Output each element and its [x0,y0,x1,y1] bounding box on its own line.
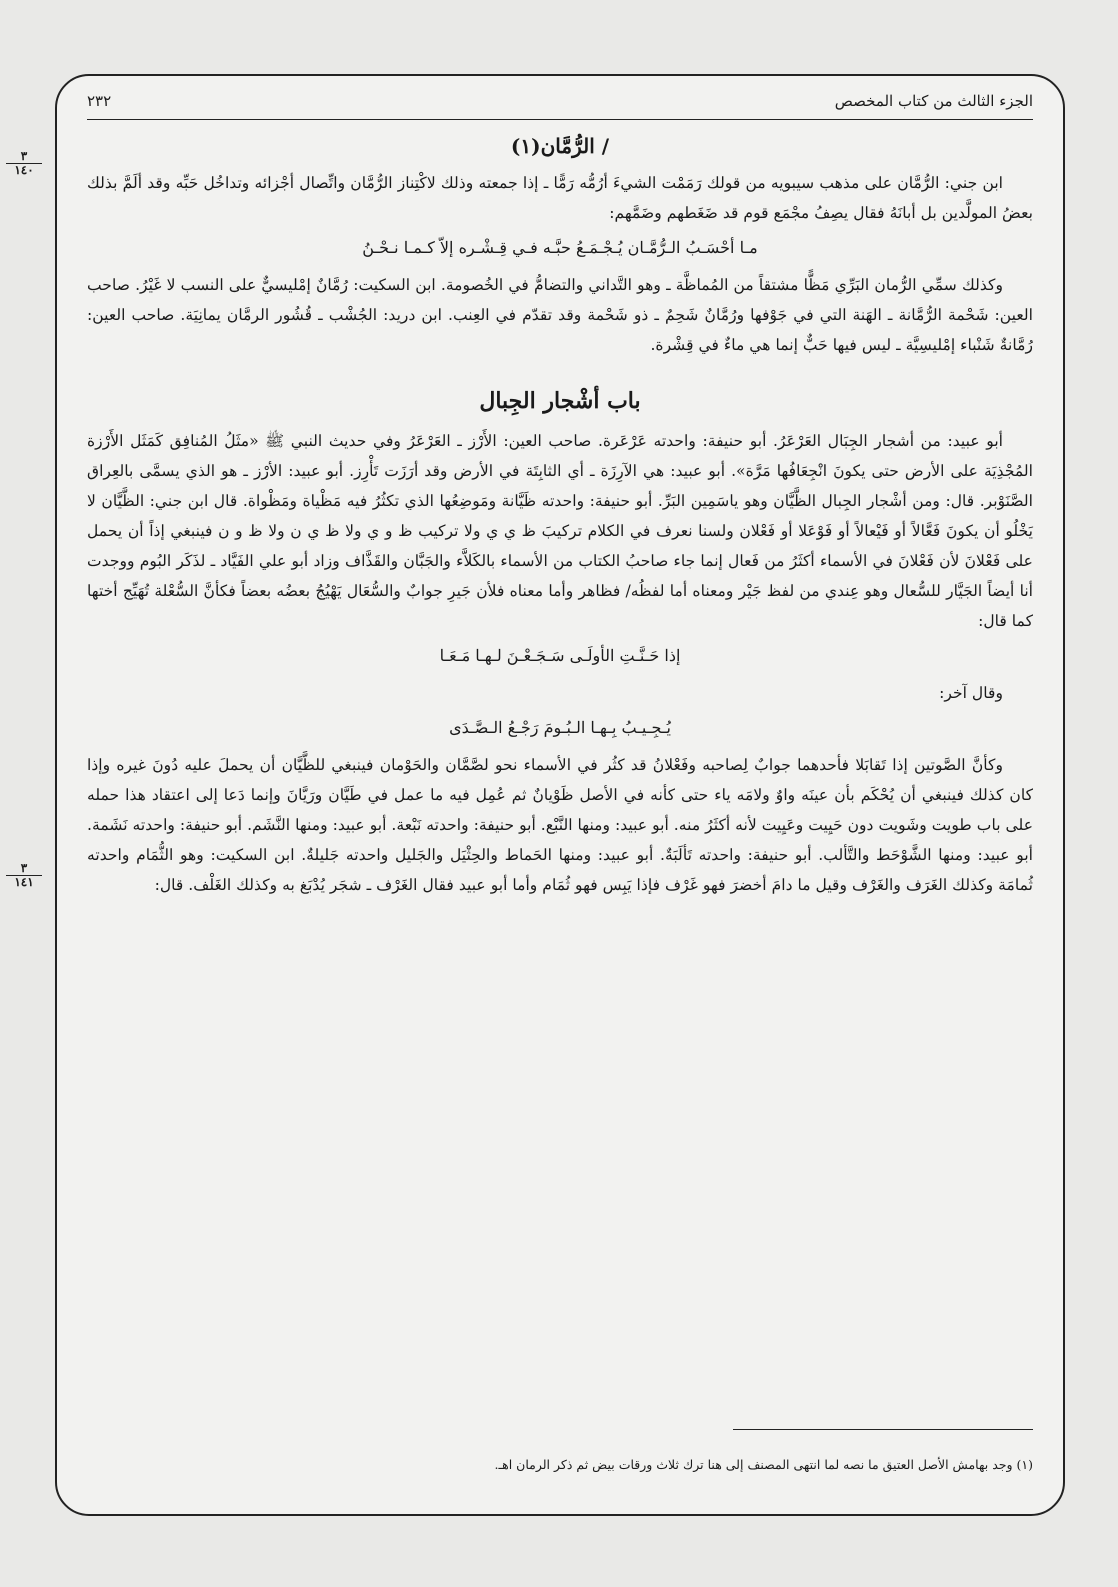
margin-ref-page: ١٤٠ [14,163,34,177]
page-number: ٢٣٢ [87,92,112,110]
footnote: (١) وجد بهامش الأصل العتيق ما نصه لما انتهى المصنف إلى هنا ترك ثلاث ورقات بيض ثم ذكر الرمان اهـ. [494,1457,1033,1472]
section-title-pomegranate: / الرُّمَّان(١) [510,134,610,158]
paragraph: وكذلك سمِّي الرُّمان البَرِّي مَظًّا مشتقاً من المُماظَّة ـ وهو التَّداني والتضامُّ في الخُصومة. ابن السكيت: رُمَّانٌ إمْليسيٌّ على النسب لا غَيْرُ. صاحب العين: شَحْمة الرُّمَّانة ـ الهَنة التي في جَوْفها ورُمَّانٌ شَحِمٌ ـ ذو شَحْمة وقد تقدّم في العِنب. ابن دريد: الجُشْب ـ قُشُور الرمَّان يمانِيَة. صاحب العين: رُمَّانةٌ شَنْباء إمْليسِيَّة ـ ليس فيها حَبٌّ إنما هي ماءٌ في قِشْرة. [87,276,1033,354]
margin-ref-page: ١٤١ [14,875,34,889]
paragraph: وكأنَّ الصَّوتين إذا تَقابَلا فأحدهما جوابٌ لِصاحبه وفَعْلانُ قد كثُر في الأسماء نحو لصَّمَّان والحَوْمان فينبغي للظَّيَّان أن يحملَ عليه دُونَ غيره وإذا كان كذلك فينبغي أن يُحْكَم بأن عينَه واوٌ ولامَه ياء حتى كأنه في الأصل ظَوْيانٌ ثم عُمِل فيه ما عمل في طَيَّان ورَيَّانَ وإنما دَعا إلى اعتقاد هذا حمله على باب طويت وشَويت دون حَيِيت وعَيِيت لأنه أكثَرُ منه. أبو عبيد: ومنها النَّبْع. أبو حنيفة: واحدته نَبْعة. أبو عبيد: ومنها النَّشَم. أبو حنيفة: واحدته نَشَمة. أبو عبيد: ومنها الشَّوْحَط والتَّألب. أبو حنيفة: واحدته تَألَبَةٌ. أبو عبيد: ومنها الحَماط والحِثْيَل والجَليل واحدته جَليلةٌ. ابن السكيت: وهو الثُّمَام واحدته ثُمامَة وكذلك الغَرَف والغَرْف وقيل ما دامَ أخضرَ فهو غَرْف فإذا يَبِس فهو ثُمَام وأما أبو عبيد فقال الغَرْف ـ شجَر يُدْبَغ به وكذلك الغَلْف. قال: [87,756,1034,894]
section-title-mountain-trees: باب أشْجار الجِبال [479,388,641,414]
verse: يُـجِـيـبُ بِـهـا الـبُـومَ رَجْـعُ الـصَّـدَى [449,718,671,737]
paragraph: ابن جني: الرُّمَّان على مذهب سيبويه من قولك رَمَمْت الشيءَ أرُمُّه رَمًّا ـ إذا جمعته وذلك لاكْتِناز الرُّمَّان واتِّصال أجْزائه وتداخُل حَبِّه وقد ألَمَّ بذلك بعضُ المولَّدين بل أبانَهُ فقال يصِفُ مجْمَع قوم قد ضَغَطهم وضَمَّهم: [87,174,1033,222]
page-frame [55,74,1065,1516]
quote-intro: وقال آخر: [939,684,1003,702]
footnote-divider [733,1429,1033,1430]
page-body [87,86,1033,1494]
verse: مـا أحْسَـبُ الـرُّمَّـان يُـجْـمَـعُ حبَّـه فـي قِـشْـره إلاّ كـمـا نـحْـنُ [362,238,758,257]
margin-page-ref [6,150,42,177]
paragraph: أبو عبيد: من أشجار الجِبَال العَرْعَرُ. أبو حنيفة: واحدته عَرْعَرة. صاحب العين: الأَرْز ـ العَرْعَرُ وفي حديث النبي ﷺ «مثَلُ المُنافِق كَمَثَل الأَرْزة المُجْذِيَة على الأرض حتى يكونَ انْجِعَافُها مَرَّة». أبو عبيد: هي الآرِزَة ـ أي الثابِتَة في الأرض وقد أرَزَت تَأْرِز. أبو عبيد: الأرْز ـ هو الذي يسمَّى بالعِراق الصَّنَوْبر. قال: ومن أشْجار الجِبال الظَّيَّان وهو ياسَمِين البَرِّ. أبو حنيفة: واحدته ظَيَّانة ومَوضِعُها الذي تكثُرُ فيه مَظْياة ومَظْواة. قال ابن جني: الظَّيَّان لا يَخْلُو أن يكونَ فَعَّالاً أو فَيْعالاً أو فَوْعَلا أو فَعْلان ولسنا نعرف في الكلام تركيبَ ظ ي ي ولا تركيب ظ و ي ولا ظ ي ن ولا ظ و ن فينبغي إذاً أن يحمل على فَعْلانَ لأن فَعْلانَ في الأسماء أكثَرُ من فَعال إنما جاء صاحبُ الكتاب من الأسماء بالكَلاَّء والجَبَّان والقَذَّاف وزاد أبو علي الفَيَّاد ـ لذَكَر البُوم ووجدت أنا أيضاً الجَيَّار للسُّعال وهو عِندي من لفظ جَيْر ومعناه أما لفظُه/ فظاهر وأما معناه فلأن جَيرِ جوابٌ والسُّعَال يَهْيُجُ بعضُه بعضاً فكأنَّ السُّعْلة تُهَيِّج أختها كما قال: [87,432,1033,630]
margin-ref-volume: ٣ [6,862,42,876]
running-title: الجزء الثالث من كتاب المخصص [834,92,1033,110]
margin-page-ref [6,862,42,889]
margin-ref-volume: ٣ [6,150,42,164]
page-header [87,86,1033,120]
verse: إذا حَـنَّـتِ الأولَـى سَـجَـعْـنَ لـهـا مَـعَـا [439,646,681,665]
